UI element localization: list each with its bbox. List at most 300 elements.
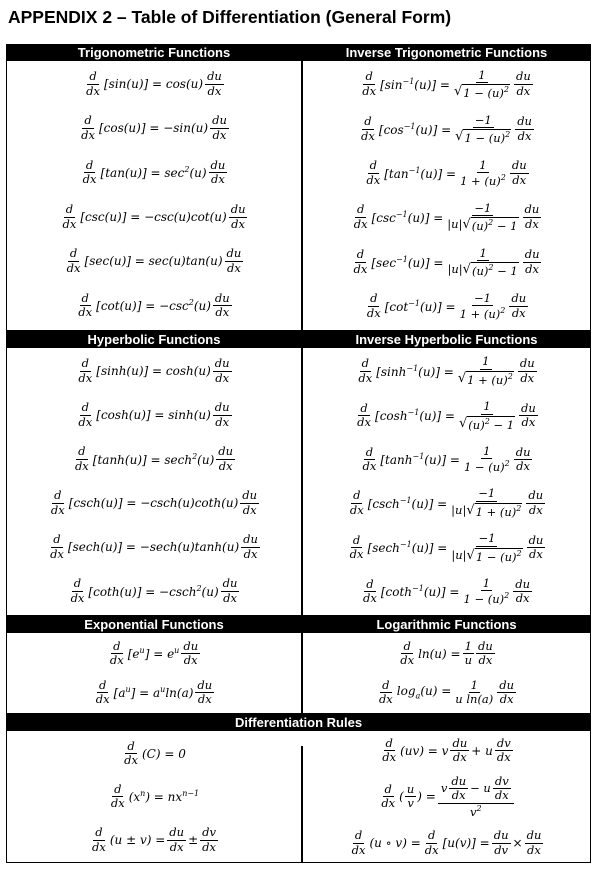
fraction (497, 677, 516, 706)
numerator: d (356, 202, 365, 217)
superscript: 2 (505, 130, 511, 140)
superscript: 2 (484, 416, 490, 426)
fraction (352, 204, 370, 230)
superscript: n (140, 789, 146, 799)
radicand: $1 + (u)^2$ (475, 503, 522, 519)
exponential-formula (107, 638, 201, 667)
inverse-hyperbolic-formula (354, 401, 539, 431)
numerator: du (478, 638, 493, 653)
numerator: 1 (478, 67, 486, 82)
fraction (350, 830, 368, 856)
numerator: du (452, 735, 468, 750)
inverse-hyperbolic-formula (355, 356, 537, 386)
fraction (209, 157, 228, 187)
denominator: u ln(a) (455, 692, 494, 706)
superscript: n−1 (182, 789, 200, 799)
fraction (514, 71, 533, 97)
denominator: dx (78, 414, 93, 429)
fraction (109, 781, 127, 811)
fraction (359, 116, 377, 142)
numerator: du (242, 488, 258, 502)
denominator: dx (92, 839, 106, 854)
denominator: dx (424, 842, 439, 857)
hyperbolic-formula (75, 358, 232, 384)
denominator: dx (381, 796, 396, 811)
superscript: 2 (503, 85, 509, 95)
fraction (449, 533, 524, 563)
denominator: dx (494, 788, 509, 803)
numerator: du (214, 400, 230, 414)
logarithmic-formula (397, 638, 496, 667)
denominator: u (464, 653, 473, 667)
numerator: d (369, 158, 377, 173)
inverse-hyperbolic-formula (360, 443, 534, 475)
denominator: dx (400, 653, 415, 667)
sqrt (466, 503, 522, 518)
numerator: du (515, 69, 531, 84)
numerator: d (95, 825, 103, 840)
denominator: dx (353, 261, 368, 276)
denominator (446, 261, 521, 277)
denominator (462, 459, 512, 473)
denominator (458, 173, 508, 187)
denominator (468, 804, 484, 818)
numerator: du (212, 113, 227, 128)
quotient-denominator: $v^2$ (469, 803, 482, 819)
fraction (225, 248, 244, 274)
superscript: 2 (500, 173, 506, 183)
superscript: −1 (412, 584, 424, 594)
numerator: d (403, 638, 411, 653)
chain-rule (349, 830, 545, 856)
denominator: dx (231, 216, 246, 231)
superscript: 2 (196, 583, 202, 593)
formula-text: $[\cosh^{-1}(u)]$ = (375, 408, 455, 424)
fraction (108, 638, 126, 667)
numerator: d (384, 781, 392, 796)
inverse-trig-formula (351, 200, 543, 233)
radicand: $(u)^2 - 1$ (471, 218, 518, 233)
formula-text: v (440, 781, 448, 796)
denominator: dx (362, 83, 377, 98)
superscript: 2 (507, 371, 513, 381)
fraction (365, 293, 383, 319)
fraction (476, 638, 495, 667)
formula-text: (u ± v) = (109, 833, 166, 848)
superscript: −1 (408, 298, 420, 308)
fraction (61, 204, 79, 230)
formula-text: [sec(u)] = sec(u)tan(u) (84, 254, 223, 269)
formula-text: − u (470, 781, 491, 796)
fraction (213, 402, 232, 428)
fraction (84, 71, 102, 97)
fraction (462, 443, 512, 475)
numerator: du (451, 773, 467, 788)
numerator: du (515, 576, 531, 591)
numerator: du (524, 247, 540, 262)
numerator: d (81, 356, 90, 370)
numerator: du (226, 246, 242, 261)
fraction (49, 490, 67, 516)
fraction (167, 827, 186, 853)
formula-text: [coth$^{-1}$(u)] = (380, 584, 460, 600)
formula-text: (uv) = v (400, 743, 449, 758)
numerator: −1 (474, 112, 492, 127)
quotient-numerator (440, 773, 512, 803)
numerator: du (207, 69, 222, 84)
header-logarithmic: Logarithmic Functions (303, 617, 590, 633)
fraction (122, 738, 140, 768)
radical-sign: √ (459, 415, 468, 431)
numerator: d (385, 735, 393, 750)
fraction (523, 204, 542, 230)
rules-left-formulas (7, 732, 301, 862)
fraction (449, 773, 468, 803)
denominator: dx (366, 172, 381, 187)
numerator: d (84, 113, 92, 128)
numerator: du (493, 828, 509, 843)
trig-formula (80, 157, 229, 187)
superscript: 2 (184, 165, 190, 175)
denominator: dx (242, 502, 257, 517)
exponential-formula (93, 677, 215, 706)
superscript: 2 (516, 548, 522, 558)
header-differentiation-rules: Differentiation Rules (7, 715, 590, 731)
superscript: 2 (476, 803, 482, 813)
denominator: dx (525, 261, 540, 276)
formula-text: $[\tanh^{-1}(u)]$ = (380, 452, 460, 468)
numerator: u (406, 781, 415, 796)
numerator: d (114, 781, 122, 796)
fraction (361, 576, 379, 606)
sum-rule (89, 827, 219, 853)
numerator: dv (202, 825, 216, 840)
formula-text: $[a^u] = a^u\ln(a)$ (113, 685, 194, 700)
numerator: du (511, 291, 527, 306)
formula-text: (u ∘ v) = (369, 836, 421, 851)
superscript: −1 (399, 540, 412, 550)
formula-text: $(x^n) = nx^{n-1}$ (128, 789, 200, 805)
formula-text: [sech$^{-1}$(u)] = (367, 540, 448, 556)
numerator: du (214, 356, 230, 370)
numerator: du (524, 202, 540, 217)
denominator-expr: $1 - (u)^2$ (463, 591, 510, 607)
formula-text: $[\cos^{-1}(u)]$ = (378, 121, 452, 137)
denominator (456, 370, 516, 386)
radical-sign: √ (466, 503, 475, 519)
superscript: 2 (488, 263, 494, 273)
sqrt (455, 129, 511, 144)
radicand: $1 - (u)^2$ (463, 85, 509, 100)
header-inverse-hyperbolic: Inverse Hyperbolic Functions (303, 332, 590, 348)
hyperbolic-formula (75, 402, 232, 428)
fraction (210, 115, 229, 141)
radical-sign: √ (462, 217, 471, 233)
denominator-expr: |u| √ $(u)^2 - 1$ (447, 217, 518, 233)
fraction (510, 160, 529, 186)
denominator: dx (520, 370, 535, 385)
denominator: dx (169, 839, 184, 854)
denominator (445, 216, 520, 232)
denominator: dx (499, 692, 514, 706)
exponential-formulas (7, 634, 301, 712)
fraction (493, 773, 511, 803)
hyperbolic-formula (48, 490, 260, 516)
fraction (453, 112, 513, 145)
radicand: $1 - (u)^2$ (464, 130, 511, 145)
formula-text: [cos(u)] = −sin(u) (98, 121, 209, 136)
numerator: du (528, 532, 544, 547)
fraction (213, 290, 232, 320)
numerator: d (354, 828, 363, 843)
denominator: dx (202, 839, 216, 854)
numerator: d (382, 677, 390, 692)
numerator: dv (496, 735, 511, 750)
fraction (81, 157, 99, 187)
numerator: d (81, 290, 89, 305)
fraction (69, 578, 87, 604)
numerator: d (370, 291, 378, 306)
denominator-expr: $1 - (u)^2$ (463, 459, 510, 475)
numerator: d (365, 444, 374, 459)
denominator: dx (366, 305, 381, 320)
formula-text: [csc(u)] = −csc(u)cot(u) (80, 210, 227, 225)
inverse-trig-formula (364, 290, 529, 321)
numerator: du (169, 825, 185, 840)
logarithmic-formulas (303, 634, 590, 712)
denominator: dx (362, 459, 377, 474)
denominator-expr: |u| √ $1 - (u)^2$ (451, 547, 522, 564)
superscript: −1 (407, 408, 420, 418)
denominator: dx (215, 305, 230, 320)
fraction (200, 827, 218, 853)
denominator: dx (351, 842, 366, 857)
numerator: d (113, 638, 121, 653)
superscript: u (125, 685, 131, 694)
denominator: dx (378, 692, 393, 706)
fraction (229, 204, 248, 230)
inverse-hyperbolic-formula (347, 488, 546, 518)
formula-text: [coth(u)] = −csch$^2$(u) (88, 583, 219, 599)
numerator: du (243, 532, 258, 546)
formula-text: $[\cot(u)] = -\csc^2(u)$ (96, 298, 211, 314)
fraction (518, 358, 537, 384)
fraction (364, 160, 382, 186)
formula-text: $[\sec^{-1}(u)]$ = (371, 254, 444, 270)
formula-text: ln(u) = (418, 646, 461, 661)
trig-formula (75, 290, 232, 320)
numerator: du (230, 202, 246, 217)
denominator: dx (524, 216, 539, 231)
denominator: dx (81, 127, 95, 142)
denominator (449, 502, 524, 518)
denominator: dv (494, 842, 509, 857)
denominator: dx (86, 83, 100, 98)
formula-text: × (512, 836, 523, 851)
formula-text: [csch(u)] = −csch(u)coth(u) (68, 496, 239, 510)
denominator: dx (357, 415, 372, 430)
inverse-trig-formulas (303, 62, 590, 328)
denominator: dx (527, 842, 541, 857)
numerator: du (517, 114, 532, 129)
radical-sign: √ (455, 129, 464, 145)
inverse-trig-formula (358, 112, 535, 145)
denominator: dx (353, 216, 368, 231)
superscript: 2 (516, 503, 522, 513)
numerator: du (515, 444, 531, 459)
denominator: dx (516, 459, 531, 474)
constant-rule (121, 738, 187, 768)
hyperbolic-formulas (7, 349, 301, 613)
fraction (450, 735, 469, 765)
fraction (73, 446, 91, 472)
fraction (509, 293, 528, 319)
fraction (216, 446, 235, 472)
denominator: dx (50, 502, 65, 517)
numerator: 1 (482, 354, 490, 369)
radical-sign: √ (462, 262, 471, 278)
fraction (519, 400, 538, 430)
numerator: d (127, 738, 135, 753)
numerator: du (218, 444, 234, 458)
denominator: dx (226, 260, 241, 275)
numerator: du (222, 576, 238, 590)
fraction (405, 781, 416, 811)
denominator: dx (183, 653, 198, 667)
differentiation-table (6, 44, 591, 863)
fraction (456, 356, 516, 386)
fraction (398, 638, 416, 667)
radical-sign: √ (453, 84, 463, 100)
hyperbolic-formula (47, 534, 261, 560)
formula-text: $\log_a(u)$ = (396, 683, 452, 701)
superscript: u (139, 646, 145, 655)
denominator: dx (515, 591, 530, 606)
denominator: dx (528, 502, 543, 517)
denominator: dx (382, 750, 397, 765)
fraction (241, 534, 260, 560)
denominator-expr (458, 371, 514, 385)
numerator: d (352, 532, 361, 547)
header-inverse-trigonometric: Inverse Trigonometric Functions (303, 45, 590, 61)
numerator: 1 (464, 638, 472, 653)
numerator: d (73, 576, 82, 590)
numerator: d (78, 444, 86, 458)
denominator-expr: $1 + (u)^2$ (460, 173, 506, 188)
numerator: 1 (482, 575, 491, 590)
fraction (205, 71, 224, 97)
superscript: 2 (504, 591, 510, 601)
radicand: $1 + (u)^2$ (467, 371, 513, 387)
hyperbolic-formula (68, 578, 241, 604)
quotient-rule (378, 773, 514, 819)
fraction (352, 249, 370, 275)
numerator: −1 (478, 486, 496, 501)
denominator: dx (62, 216, 77, 231)
power-rule (108, 781, 200, 811)
numerator: d (81, 400, 90, 414)
fraction (90, 827, 108, 853)
denominator: dx (78, 370, 93, 385)
header-trigonometric: Trigonometric Functions (7, 45, 301, 61)
denominator: dx (211, 172, 225, 187)
denominator: dx (124, 753, 138, 768)
inverse-trig-formula (359, 67, 534, 100)
fraction (380, 735, 398, 765)
denominator (449, 547, 524, 563)
denominator: dx (512, 172, 527, 187)
fraction (514, 444, 533, 474)
numerator: du (528, 488, 544, 503)
formula-text: [tanh(u)] = sech$^2$(u) (92, 451, 215, 467)
denominator: dx (82, 172, 97, 187)
fraction (453, 677, 495, 706)
fraction (527, 532, 546, 562)
formula-text: + u (471, 743, 493, 758)
denominator: dx (362, 591, 377, 606)
fraction (348, 532, 366, 562)
fraction (76, 358, 94, 384)
fraction (513, 576, 532, 606)
trig-formulas (7, 62, 301, 328)
denominator: dx (110, 796, 125, 811)
numerator: d (54, 488, 62, 502)
denominator-expr (454, 84, 510, 98)
formula-text: $[\sin^{-1}(u)]$ = (380, 76, 450, 92)
numerator: d (65, 202, 74, 217)
denominator: dx (496, 750, 511, 765)
numerator: d (364, 114, 372, 129)
denominator: dx (212, 127, 227, 142)
numerator: d (365, 69, 373, 84)
numerator: −1 (474, 200, 492, 215)
fraction (79, 115, 97, 141)
denominator: dx (215, 370, 230, 385)
fraction (445, 200, 520, 233)
formula-text: [sinh(u)] = cosh(u) (96, 364, 211, 378)
numerator: d (53, 532, 61, 546)
denominator (457, 415, 517, 431)
denominator: dx (70, 590, 85, 605)
denominator: dx (197, 692, 212, 706)
fraction (423, 830, 441, 856)
fraction (463, 638, 474, 667)
fraction (438, 773, 514, 819)
denominator: dx (361, 128, 375, 143)
fraction (515, 116, 534, 142)
fraction (492, 830, 511, 856)
numerator: d (428, 828, 436, 843)
numerator: d (99, 677, 107, 692)
numerator: d (89, 69, 97, 84)
numerator: d (85, 157, 94, 172)
header-hyperbolic: Hyperbolic Functions (7, 332, 301, 348)
radicand: $1 - (u)^2$ (475, 548, 522, 564)
fraction (356, 358, 374, 384)
denominator-expr: $1 + (u)^2$ (459, 306, 506, 321)
formula-text: $[\tan(u)] = \sec^2(u)$ (100, 165, 207, 181)
denominator (453, 128, 513, 144)
numerator: du (214, 290, 230, 305)
fraction (181, 638, 200, 667)
denominator-expr: |u| √ $(u)^2 - 1$ (447, 262, 518, 278)
trig-formula (60, 204, 249, 230)
sqrt (458, 371, 514, 386)
denominator: dx (452, 750, 467, 765)
denominator: dx (74, 458, 89, 473)
denominator (461, 591, 511, 605)
fraction (377, 677, 395, 706)
